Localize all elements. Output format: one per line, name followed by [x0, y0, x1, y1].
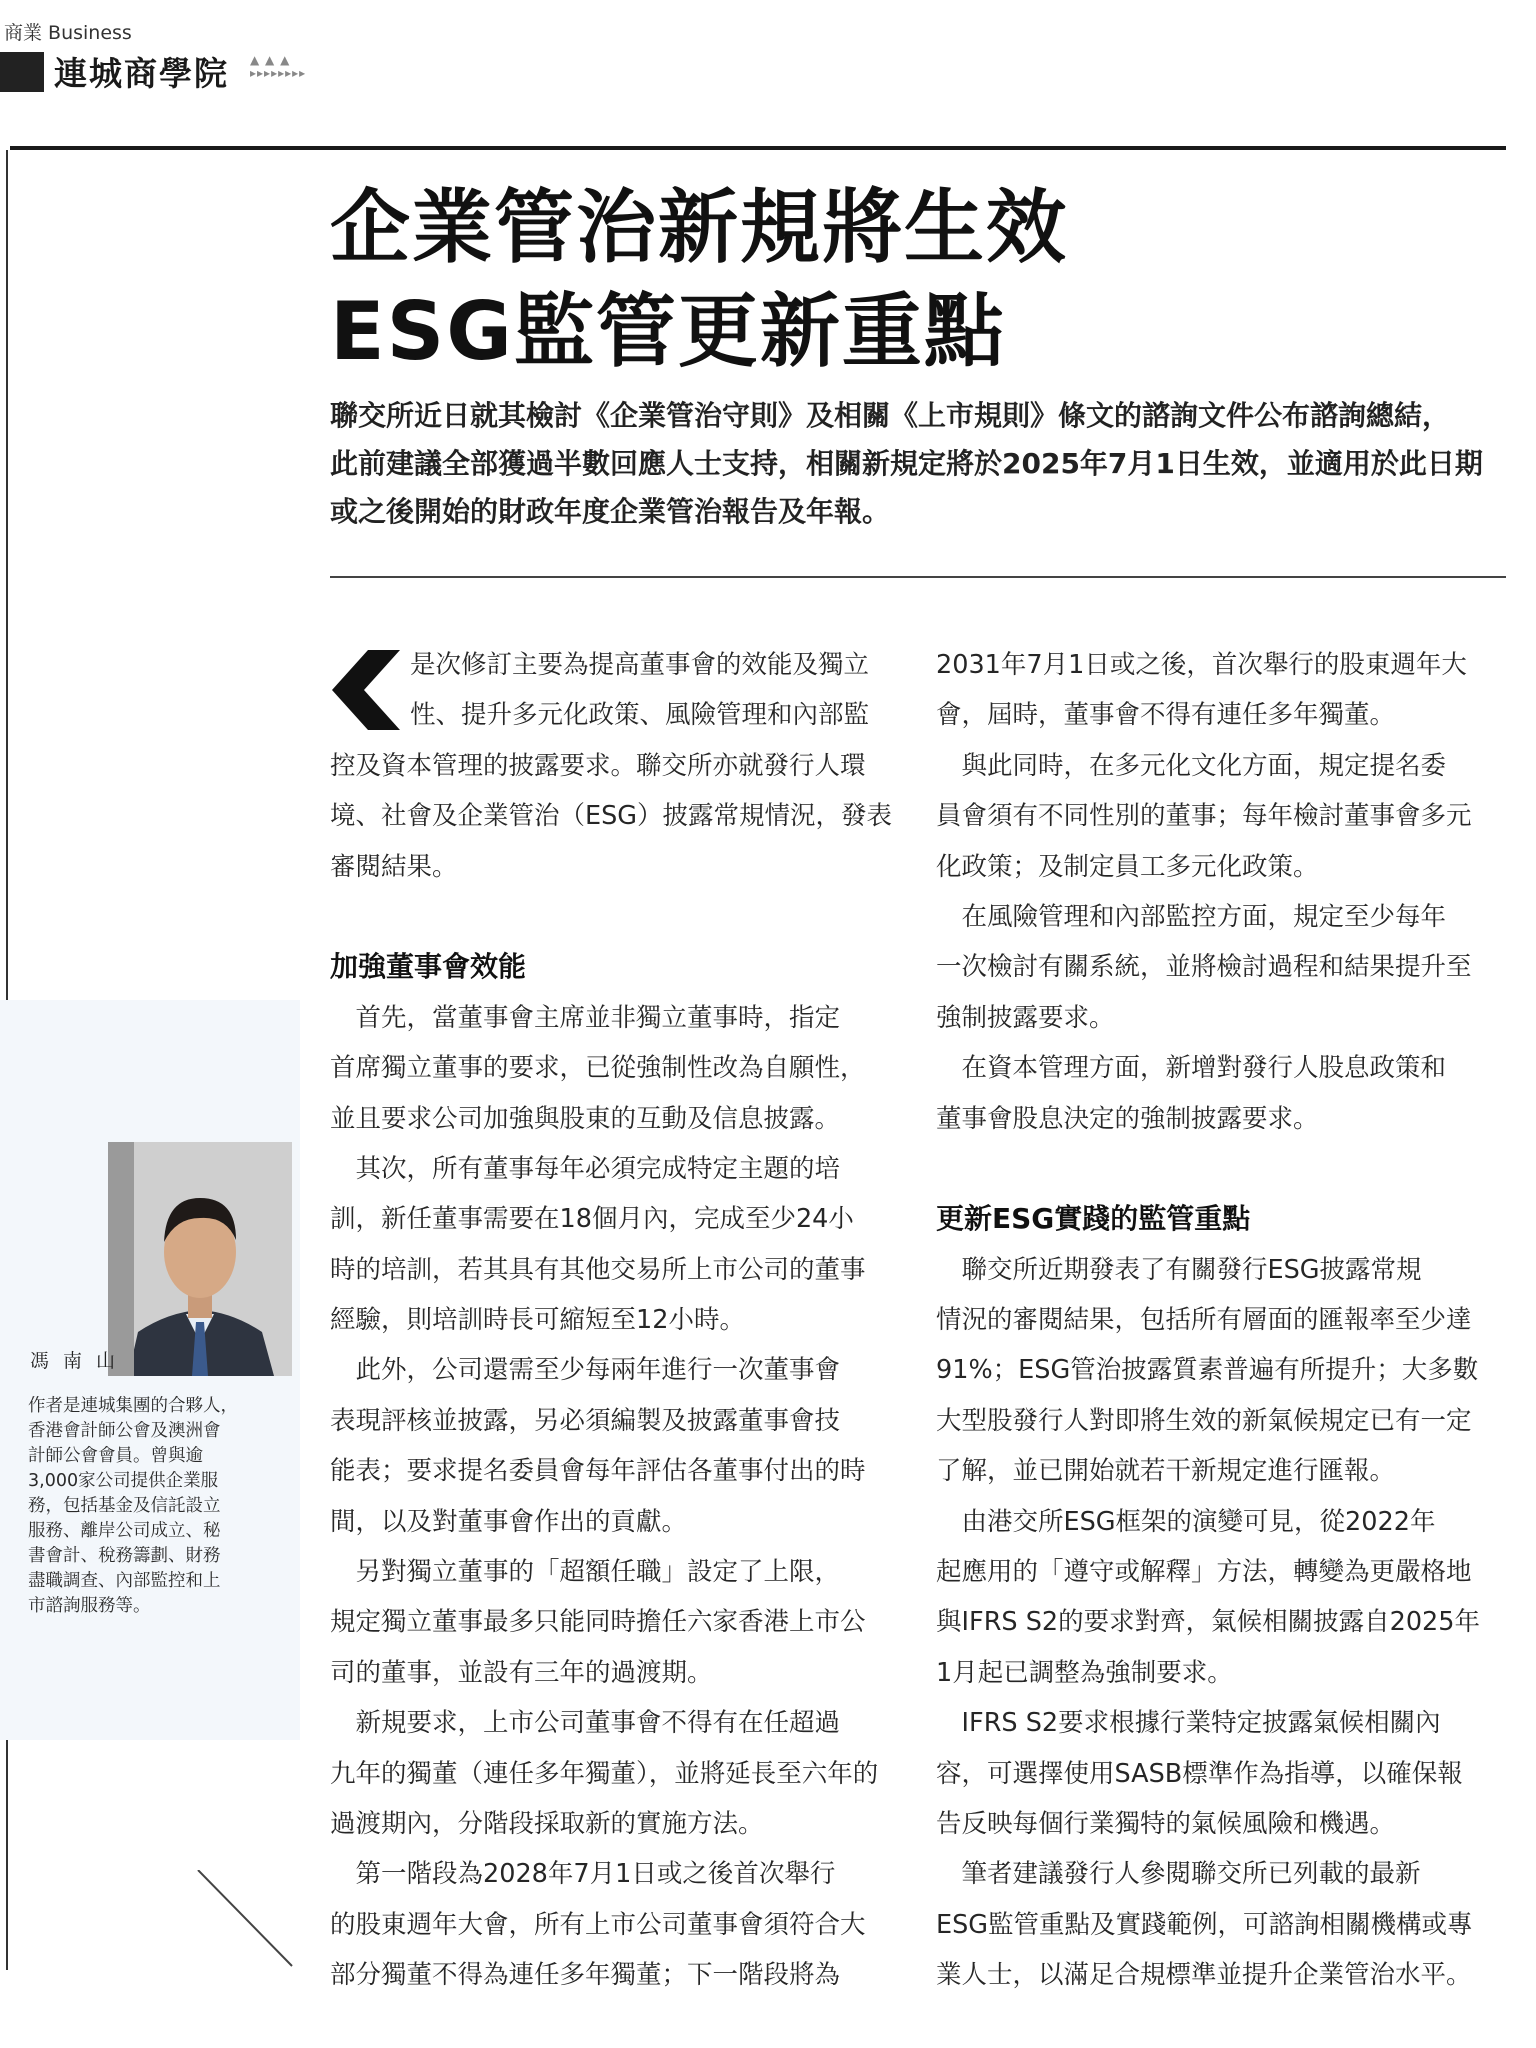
bio-line: 市諮詢服務等。 — [28, 1596, 151, 1616]
body-line: 董事會股息決定的強制披露要求。 — [936, 1103, 1319, 1134]
body-line: 控及資本管理的披露要求。聯交所亦就發行人環 — [330, 750, 866, 781]
body-line: 其次，所有董事每年必須完成特定主題的培 — [330, 1153, 841, 1184]
header-bar — [0, 52, 44, 92]
lead-line: 或之後開始的財政年度企業管治報告及年報。 — [330, 495, 891, 528]
body-line: IFRS S2要求根據行業特定披露氣候相關內 — [936, 1708, 1441, 1739]
body-line: 規定獨立董事最多只能同時擔任六家香港上市公 — [330, 1607, 866, 1638]
bio-line: 作者是連城集團的合夥人， — [28, 1396, 238, 1416]
body-line: 另對獨立董事的「超額任職」設定了上限， — [330, 1557, 841, 1588]
lead-rule — [330, 576, 1506, 578]
body-line: 新規要求，上市公司董事會不得有在任超過 — [330, 1708, 841, 1739]
body-line — [330, 892, 902, 942]
body-line: 是次修訂主要為提高董事會的效能及獨立 — [410, 650, 870, 680]
bio-line: 書會計、稅務籌劃、財務 — [28, 1546, 221, 1566]
body-line: 第一階段為2028年7月1日或之後首次舉行 — [330, 1859, 836, 1890]
lead-line: 此前建議全部獲過半數回應人士支持，相關新規定將於2025年7月1日生效，並適用於此日期 — [330, 447, 1483, 480]
body-line: 能表；要求提名委員會每年評估各董事付出的時 — [330, 1456, 866, 1487]
body-line: 員會須有不同性別的董事；每年檢討董事會多元 — [936, 801, 1472, 832]
body-line: 強制披露要求。 — [936, 1002, 1115, 1033]
bio-line: 盡職調查、內部監控和上 — [28, 1571, 221, 1591]
body-line: 大型股發行人對即將生效的新氣候規定已有一定 — [936, 1405, 1472, 1436]
photo-tab — [108, 1142, 134, 1376]
body-line: 訓，新任董事需要在18個月內，完成至少24小 — [330, 1204, 854, 1235]
body-line: 在風險管理和內部監控方面，規定至少每年 — [936, 901, 1447, 932]
headline-line-1: 企業管治新規將生效 — [330, 181, 1068, 274]
body-line: 業人士，以滿足合規標準並提升企業管治水平。 — [936, 1960, 1472, 1991]
body-line: 了解，並已開始就若干新規定進行匯報。 — [936, 1456, 1396, 1487]
body-line — [936, 1144, 1508, 1194]
body-line: 由港交所ESG框架的演變可見，從2022年 — [936, 1506, 1436, 1537]
body-line: 性、提升多元化政策、風險管理和內部監 — [410, 700, 870, 731]
portrait-illustration — [108, 1142, 292, 1376]
body-line: 與此同時，在多元化文化方面，規定提名委 — [936, 750, 1447, 781]
body-line: 91%；ESG管治披露質素普遍有所提升；大多數 — [936, 1355, 1479, 1386]
body-line: 聯交所近期發表了有關發行ESG披露常規 — [936, 1254, 1422, 1285]
body-line: 與IFRS S2的要求對齊，氣候相關披露自2025年 — [936, 1607, 1481, 1638]
body-line: 經驗，則培訓時長可縮短至12小時。 — [330, 1305, 745, 1336]
body-line: 首先，當董事會主席並非獨立董事時，指定 — [330, 1002, 841, 1033]
lead-line: 聯交所近日就其檢討《企業管治守則》及相關《上市規則》條文的諮詢文件公布諮詢總結， — [330, 399, 1451, 432]
body-line: 首席獨立董事的要求，已從強制性改為自願性， — [330, 1053, 866, 1084]
body-line: 司的董事，並設有三年的過渡期。 — [330, 1657, 713, 1688]
section-heading: 加強董事會效能 — [330, 950, 527, 984]
bio-line: 香港會計師公會及澳洲會 — [28, 1421, 221, 1441]
body-line: 筆者建議發行人參閱聯交所已列載的最新 — [936, 1859, 1421, 1890]
body-line: 容，可選擇使用SASB標準作為指導，以確保報 — [936, 1758, 1463, 1789]
decorative-corner-line — [196, 1870, 296, 1970]
bio-line: 服務、離岸公司成立、秘 — [28, 1521, 221, 1541]
section-heading: 更新ESG實踐的監管重點 — [936, 1202, 1251, 1236]
bio-line: 3,000家公司提供企業服 — [28, 1471, 219, 1491]
bio-line: 務，包括基金及信託設立 — [28, 1496, 221, 1516]
bio-line: 計師公會會員。曾與逾 — [28, 1446, 203, 1466]
top-rule — [10, 146, 1506, 150]
body-line: 部分獨董不得為連任多年獨董；下一階段將為 — [330, 1960, 841, 1991]
arrow-decoration: ▲ ▲ ▲ ▸▸▸▸▸▸▸▸ — [250, 53, 307, 80]
body-line: 九年的獨董（連任多年獨董），並將延長至六年的 — [330, 1758, 879, 1789]
author-bio — [28, 1394, 278, 1619]
body-line: 化政策；及制定員工多元化政策。 — [936, 851, 1319, 882]
lead-paragraph — [330, 392, 1510, 536]
body-line: 時的培訓，若其具有其他交易所上市公司的董事 — [330, 1254, 866, 1285]
body-line: 過渡期內，分階段採取新的實施方法。 — [330, 1808, 764, 1839]
body-line: 會，屆時，董事會不得有連任多年獨董。 — [936, 700, 1396, 731]
body-line: 一次檢討有關系統，並將檢討過程和結果提升至 — [936, 952, 1472, 983]
body-line: 並且要求公司加強與股東的互動及信息披露。 — [330, 1103, 841, 1134]
body-line: 的股東週年大會，所有上市公司董事會須符合大 — [330, 1909, 866, 1940]
body-line: 表現評核並披露，另必須編製及披露董事會技 — [330, 1405, 841, 1436]
section-label: 商業 Business — [4, 22, 132, 44]
body-line: 境、社會及企業管治（ESG）披露常規情況，發表 — [330, 801, 893, 832]
body-line: 審閱結果。 — [330, 851, 458, 882]
body-line: 情況的審閱結果，包括所有層面的匯報率至少達 — [936, 1305, 1472, 1336]
body-line: 告反映每個行業獨特的氣候風險和機遇。 — [936, 1808, 1396, 1839]
body-line: 在資本管理方面，新增對發行人股息政策和 — [936, 1053, 1447, 1084]
body-line: 間，以及對董事會作出的貢獻。 — [330, 1506, 688, 1537]
article-column-1 — [330, 640, 902, 2001]
author-photo — [108, 1142, 292, 1376]
author-name: 馮南山 — [30, 1350, 130, 1372]
headline-line-2: ESG監管更新重點 — [330, 285, 1006, 378]
body-line: 1月起已調整為強制要求。 — [936, 1657, 1233, 1688]
body-line: 起應用的「遵守或解釋」方法，轉變為更嚴格地 — [936, 1557, 1472, 1588]
body-line: 2031年7月1日或之後，首次舉行的股東週年大 — [936, 650, 1467, 680]
body-line: 此外，公司還需至少每兩年進行一次董事會 — [330, 1355, 841, 1386]
body-line: ESG監管重點及實踐範例，可諮詢相關機構或專 — [936, 1909, 1473, 1940]
article-column-2 — [936, 640, 1508, 2001]
column-name: 連城商學院 — [54, 54, 229, 93]
